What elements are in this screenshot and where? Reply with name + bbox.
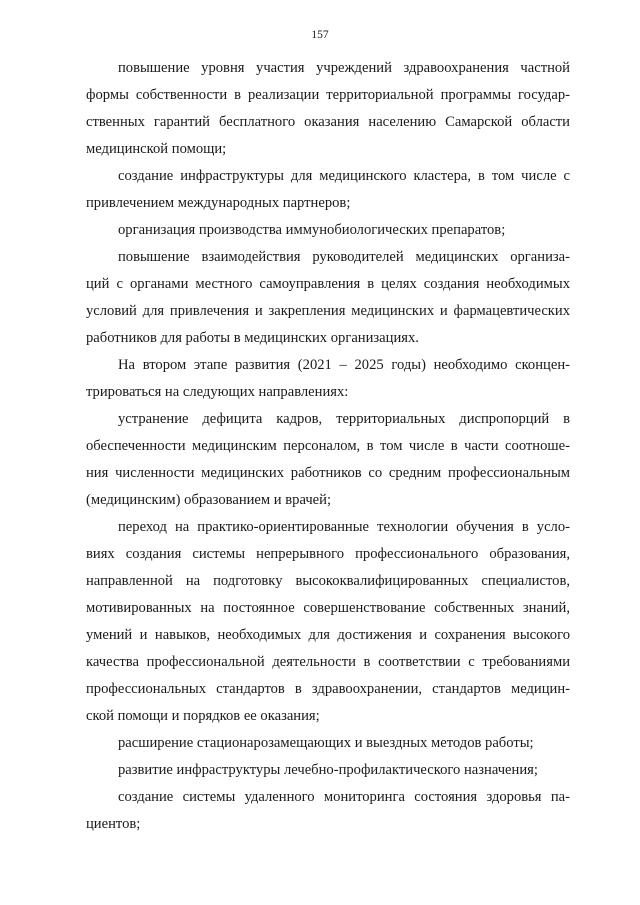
page-number: 157	[311, 29, 329, 41]
text-line: ственных гарантий бесплатного оказания населению Самарской области	[86, 114, 570, 130]
text-line: устранение дефицита кадров, территориальных диспропорций в	[118, 411, 570, 427]
text-line: ской помощи и порядков ее оказания;	[86, 708, 320, 724]
text-line: привлечением международных партнеров;	[86, 195, 351, 211]
text-line: трироваться на следующих направлениях:	[86, 384, 349, 400]
text-line: формы собственности в реализации территориальной программы государ-	[86, 87, 570, 103]
text-line: обеспеченности медицинским персоналом, в том числе в части соотноше-	[86, 438, 570, 454]
text-line: развитие инфраструктуры лечебно-профилактического назначения;	[118, 762, 538, 778]
text-line: ния численности медицинских работников со средним профессиональным	[86, 465, 570, 481]
text-line: повышение уровня участия учреждений здравоохранения частной	[118, 60, 570, 76]
text-line: создание системы удаленного мониторинга состояния здоровья па-	[118, 789, 570, 805]
text-line: организация производства иммунобиологических препаратов;	[118, 222, 506, 238]
text-line: расширение стационарозамещающих и выездных методов работы;	[118, 735, 534, 751]
text-line: ций с органами местного самоуправления в целях создания необходимых	[86, 276, 570, 292]
text-line: профессиональных стандартов в здравоохранении, стандартов медицин-	[86, 681, 570, 697]
text-line: мотивированных на постоянное совершенствование собственных знаний,	[86, 600, 570, 616]
text-line: медицинской помощи;	[86, 141, 227, 157]
text-line: виях создания системы непрерывного профессионального образования,	[86, 546, 570, 562]
text-line: качества профессиональной деятельности в соответствии с требованиями	[86, 654, 570, 670]
text-line: На втором этапе развития (2021 – 2025 годы) необходимо сконцен-	[118, 357, 570, 373]
text-line: переход на практико-ориентированные технологии обучения в усло-	[118, 519, 570, 535]
text-line: (медицинским) образованием и врачей;	[86, 492, 332, 508]
text-line: циентов;	[86, 816, 141, 832]
text-line: создание инфраструктуры для медицинского кластера, в том числе с	[118, 168, 570, 184]
text-line: повышение взаимодействия руководителей медицинских организа-	[118, 249, 570, 265]
text-line: направленной на подготовку высококвалифицированных специалистов,	[86, 573, 570, 589]
text-line: условий для привлечения и закрепления медицинских и фармацевтических	[86, 303, 570, 319]
text-line: умений и навыков, необходимых для достижения и сохранения высокого	[86, 627, 570, 643]
text-line: работников для работы в медицинских организациях.	[86, 330, 419, 346]
